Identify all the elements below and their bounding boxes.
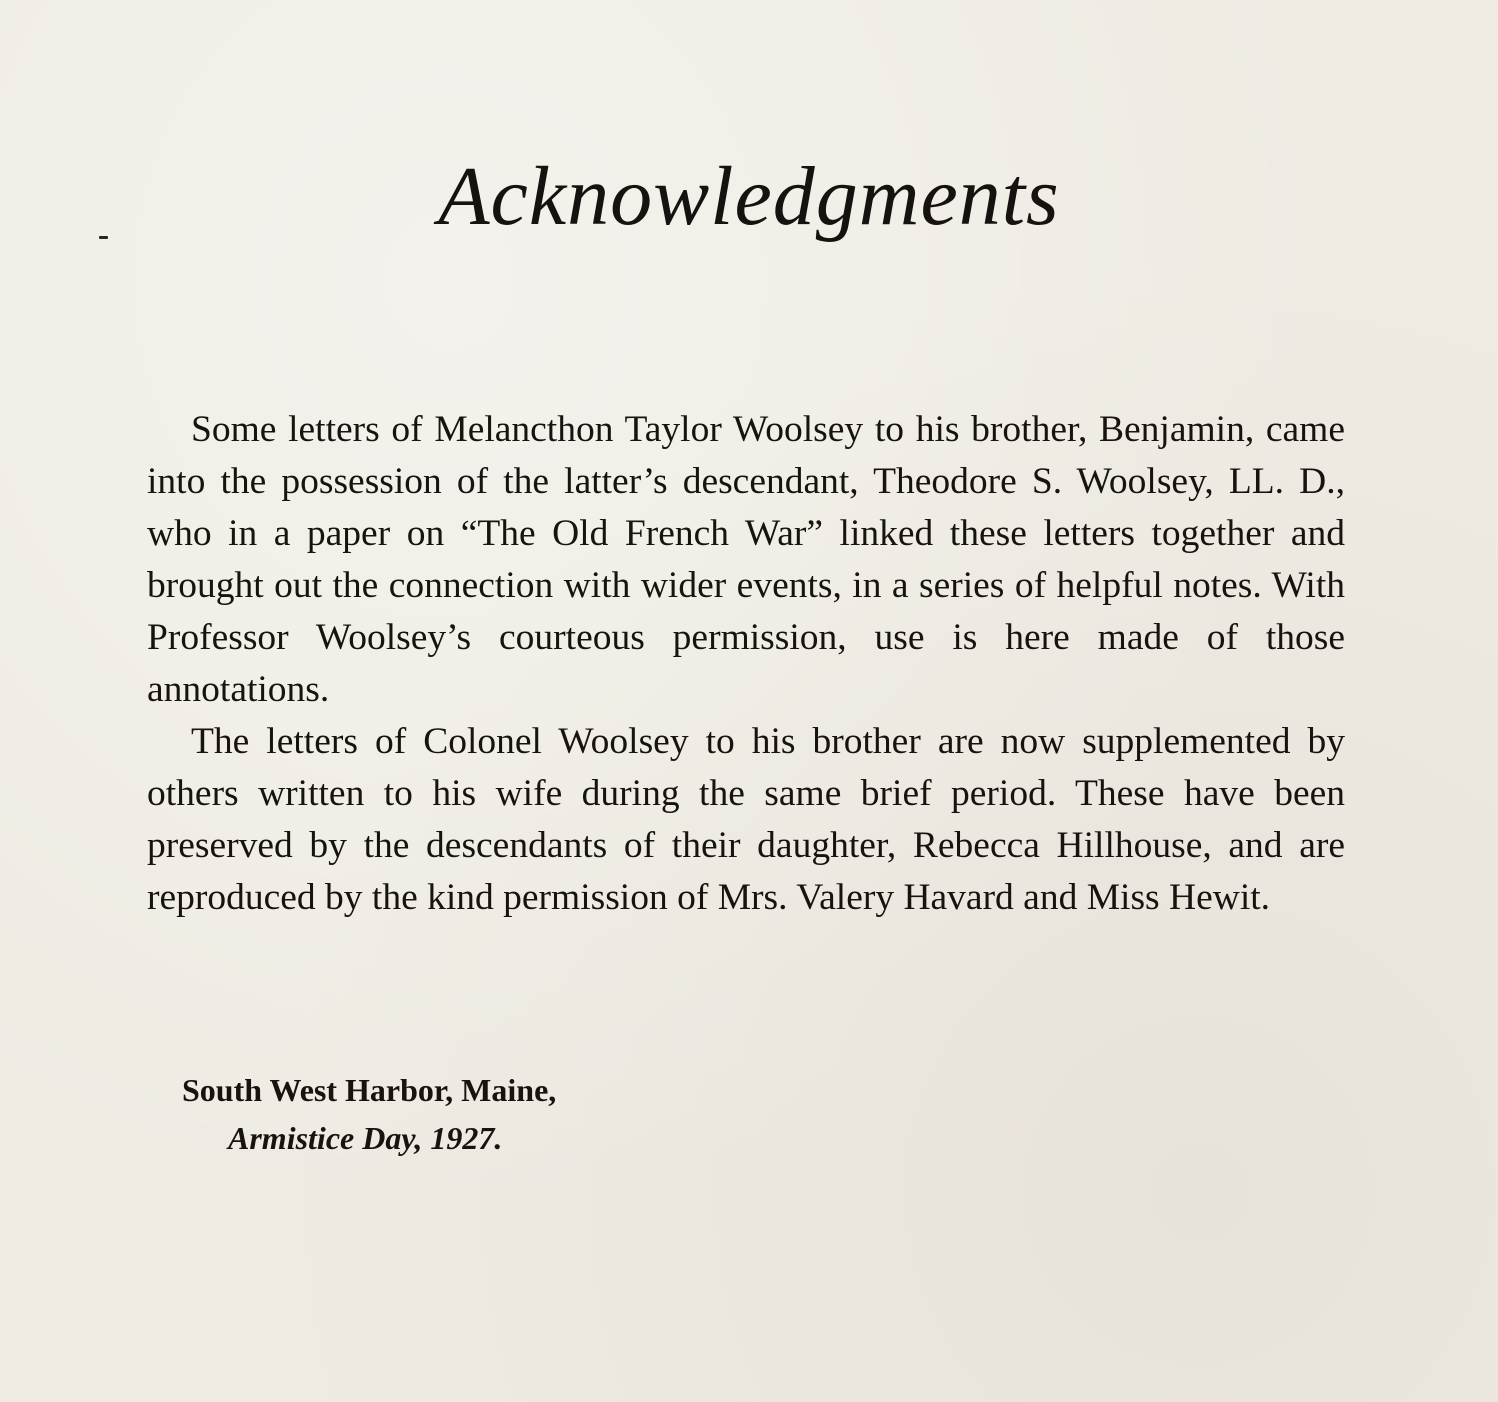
signature-place: South West Harbor, Maine,: [182, 1072, 557, 1108]
signature-date: Armistice Day, 1927.: [228, 1120, 503, 1156]
paragraph-2: The letters of Colonel Woolsey to his brother are now supplemented by others written to his wife during the same brief period. These have been preserved by the descendants of their daughter, Rebecca Hillhouse, and are reproduced by the kind permission of Mrs. Valery Havard and Miss Hewit.: [147, 721, 1345, 918]
acknowledgments-body: [147, 404, 1345, 924]
paragraph-1: Some letters of Melancthon Taylor Woolsey to his brother, Benjamin, came into the possession of the latter’s descendant, Theodore S. Woolsey, LL. D., who in a paper on “The Old French War” linked these letters together and brought out the connection with wider events, in a series of helpful notes. With Professor Woolsey’s courteous permission, use is here made of those annotations.: [147, 409, 1345, 710]
page-title: Acknowledgments: [438, 150, 1060, 243]
